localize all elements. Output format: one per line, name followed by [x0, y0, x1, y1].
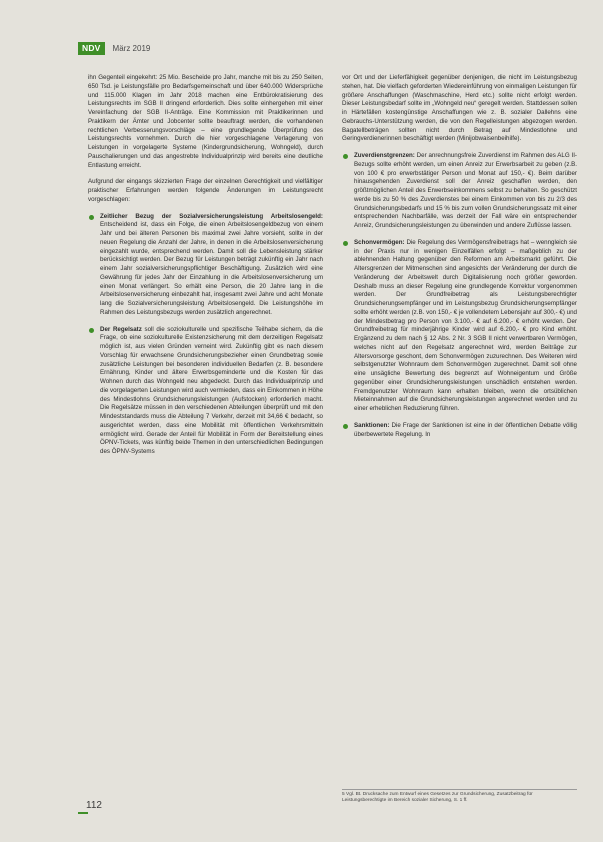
bullet-title: Schonvermögen:: [354, 238, 405, 246]
bullet-icon: [343, 424, 348, 429]
footnote: 5 Vgl. Bt. Drucksache zum Entwurf eines Gesetzes zur Grundsicherung, Zusatzbeitrag für Leistungsberechtigte im Bereich sozialer Sicherung, S. 1 ff.: [342, 792, 533, 803]
list-item: [88, 326, 323, 457]
bullet-icon: [89, 328, 94, 333]
bullet-text: Der anrechnungsfreie Zuverdienst im Rahmen des ALG II-Bezugs sollte erhöht werden, um einen Anreiz zur Erwerbsarbeit zu geben (z.B. von 100 € pro erwerbstätiger Person und Monat auf 150,- €). Beim darüber hinausgehenden Zuverdienst soll der Anreiz geschaffen werden, den größtmöglichen Anteil des Erwerbseinkommens selbst zu behalten. So geschützt werde bis zu 50 % des Zuverdienstes bei einem Einkommen von bis zu 2/3 des Grundsicherungsbedarfs und 15 % bis zum vollen Grundsicherungssatz mit einer entsprechenden Nachbarfälle, was derzeit der Fall wäre ein entsprechender Anreiz, Grundsicherungsleistungen zu überwinden und andere Zuflüsse lassen.: [354, 152, 577, 229]
paragraph: Aufgrund der eingangs skizzierten Frage der einzelnen Gerechtigkeit und vielfältiger praktischer Erfahrungen werden folgende Änderungen im Leistungsrecht vorgeschlagen:: [88, 178, 323, 203]
bullet-icon: [89, 215, 94, 220]
bullet-text: soll die soziokulturelle und spezifische Teilhabe sichern, da die Frage, ob eine soziokulturelle Existenzsicherung mit dem derzeitigen Regelsatz möglich ist, aus vielen Gründen verneint wird. Zukünftig gibt es nach diesem Vorschlag für erwachsene Grundsicherungsbezieher einen Grundbetrag sowie zusätzliche Leistungen bei besonderen individuellen Bedarfen (z. B. besondere Ernährung, Kinder und ältere Erwerbsgeminderte und die Kosten für das Wohnen durch das Wohngeld neu abgedeckt. Durch das Individualprinzip und die vorgelagerten Leistungen wird auch vermieden, dass ein Einkommen in Höhe des Mindestlohns Grundsicherungsleistungen (Aufstocken) erforderlich macht. Die Regelsätze müssen in den verschiedenen Abteilungen überprüft und mit den Mindeststandards muss die Abteilung 7 Verkehr, derzeit mit 34,66 € bedacht, so ausgerichtet werden, dass eine Mobilität mit öffentlichen Verkehrsmitteln ermöglicht wird. Gerade der Anteil für Mobilität in Form der Bereitstellung eines ÖPNV-Tickets, was künftig beide Themen in den unterschiedlichen Bedingungen des ÖPNV-Systems: [100, 325, 323, 455]
bullet-list: [88, 213, 323, 457]
right-column: [342, 74, 577, 447]
page-header: [78, 41, 150, 55]
list-item: [342, 239, 577, 414]
left-column: [88, 74, 323, 465]
list-item: [342, 152, 577, 231]
bullet-title: Der Regelsatz: [100, 325, 142, 333]
bullet-list: [342, 152, 577, 439]
bullet-text: Entscheidend ist, dass ein Folge, die einen Arbeitslosengeldbezug von einem Jahr und bei älteren Personen bis maximal zwei Jahre vorsieht, sollte in der neuen Regelung die Anzahl der Jahre, in denen in die Arbeitslosenversicherung eingezahlt wurde, entsprechend werden. Damit soll die Lebensleistung stärker berücksichtigt werden. Der Bezug für Leistungen beträgt zukünftig ein Jahr nach einem Jahr sozialversicherungspflichtiger Beschäftigung. Zusätzlich wird eine Gewährung für jedes Jahr der Einzahlung in die Arbeitslosenversicherung um einen Monat verlängert. So erhält eine Person, die 20 Jahre lang in die Arbeitslosenversicherung einbezahlt hat, insgesamt zwei Jahre und acht Monate lang die Sozialversicherungsleistung Arbeitslosengeld. Die Leistungshöhe im Rahmen des Leistungsbezugs werden zusätzlich angerechnet.: [100, 221, 323, 316]
issue-date: März 2019: [112, 43, 151, 53]
bullet-title: Zeitlicher Bezug der Sozialversicherungsleistung Arbeitslosengeld:: [100, 212, 323, 220]
bullet-text: Die Regelung des Vermögensfreibetrags hat – wenngleich sie in der Praxis nur in wenigen Einzelfällen erfolgt – maßgeblich zu der ablehnenden Haltung gegenüber den Reformen am Arbeitsmarkt geführt. Die Altersgrenzen der Mitmenschen sind angesichts der Veränderung der durch die Veränderung der Arbeitswelt durch Digitalisierung noch größer geworden. Deshalb muss an dieser Regelung eine grundlegende Korrektur vorgenommen werden. Der Grundfreibetrag als Leistungsberechtigter Grundsicherungsempfänger und im Leistungsbezug Grundsicherungsempfänger sollte erhöht werden (z.B. von 150,- € je vollendetem Lebensjahr auf 300,- €) und der Mindestbetrag pro Person von 3.100,- € auf 6.200,- € erhöht werden. Der Grundfreibetrag für minderjährige Kinder wird auf 6.200,- € pro Kind erhöht. Ergänzend zu dem nach § 12 Abs. 2 Nr. 3 SGB II nicht verwertbaren Vermögen, welches nicht auf den Regelsatz angerechnet wird, werden Beiträge zur Altersvorsorge geschont, dem Schonvermögen zuzurechnen. Des Weiteren wird selbstgenutzter Wohnraum dem Schonvermögen zugerechnet. Damit soll ohne eine unsägliche Bewertung des begrenzt auf Wohneigentum und Größe gegenüber einer Grundsicherungsleistungen unschädlich entstehen werden. Fremdgenutzter Wohnraum kann erhalten bleiben, wenn die ortsüblichen Mieteinnahmen auf die Grundsicherungsleistungen angerechnet werden und zu einer erheblichen Reduzierung führen.: [354, 238, 577, 412]
page-number: 112: [86, 800, 102, 811]
footnote-divider: [342, 789, 577, 790]
paragraph: ihn Gegenteil eingekehrt: 25 Mio. Bescheide pro Jahr, manche mit bis zu 250 Seiten, 650 Tsd. je Leistungsfälle pro Bedarfsgemeinschaft und über 640.000 Widersprüche und 115.000 Klagen im Jahr 2018 machen eine Entbürokratisierung des Leistungsrechts im SGB II dringend erforderlich. Dies sollte einhergehen mit einer Vereinfachung der SGB II-Anträge. Eine Kommission mit Praktikerinnen und Praktikern der Ämter und Jobcenter sollte beauftragt werden, die vorhandenen rechtlichen Verbesserungsvorschläge – eine grundlegende Überprüfung des Leistungsrechts vornehmen. Durch die hier vorgeschlagene Verlagerung von Leistungen in vorgelagerte Systeme (Kindergrundsicherung, Wohngeld), durch Pauschalierungen und das angestrebte Individualprinzip wird bereits eine deutliche Entlastung erreicht.: [88, 74, 323, 169]
list-item: [88, 213, 323, 318]
bullet-title: Zuverdienstgrenzen:: [354, 152, 415, 159]
bullet-icon: [343, 241, 348, 246]
bullet-icon: [343, 154, 348, 159]
list-item: [342, 422, 577, 440]
bullet-text: Die Frage der Sanktionen ist eine in der öffentlichen Debatte völlig überbewertete Regelung. In: [354, 421, 577, 438]
page-number-accent: [78, 812, 88, 814]
paragraph: vor Ort und der Lieferfähigkeit gegenüber denjenigen, die nicht im Leistungsbezug stehen, hat. Die vielfach geforderten Wiedereinführung von einmaligen Leistungen für größere Anschaffungen (Waschmaschine, Herd etc.) sollte nicht erfolgt werden. Dieser Leistungsbedarf sollte im „Wohngeld neu“ geregelt werden. Stattdessen sollen in Härtefällen kostengünstige Anschaffungen wie z. B. sozialer Dallehns eine Gebrauchs-Unterstützung werden, die von den Regelleistungen abgezogen werden. Bagatellbeträgen sollten nicht durch Betrag auf Mindestlohne und Geringverdienerinnen beschäftigt werden (Minijobwaisenbeihilfe).: [342, 74, 577, 143]
ndv-logo: NDV: [78, 42, 105, 55]
bullet-title: Sanktionen:: [354, 421, 390, 429]
